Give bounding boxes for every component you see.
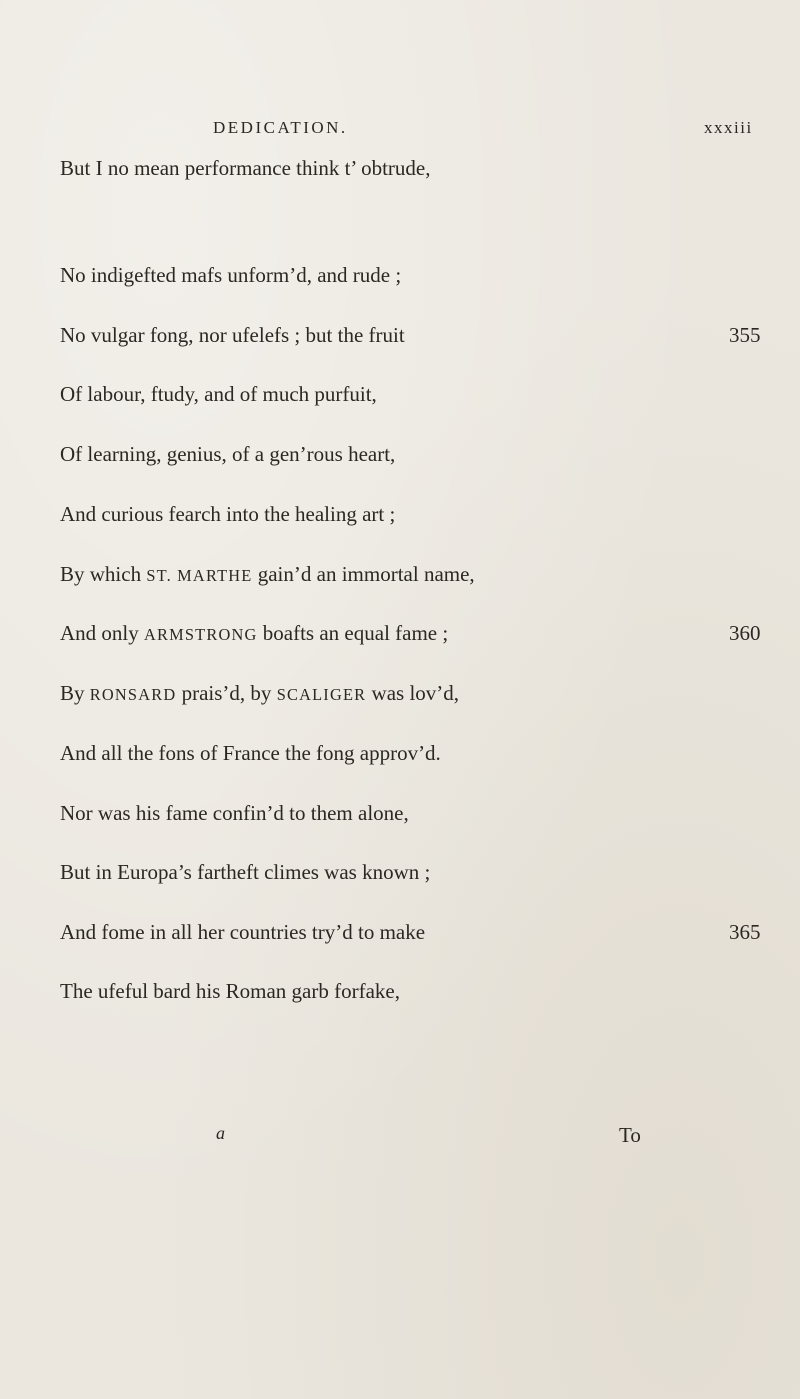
verse-text <box>60 678 459 710</box>
verse-text: But in Europa’s fartheft climes was known ; <box>60 860 431 884</box>
verse-line-8 <box>60 618 761 648</box>
verse-line-5 <box>60 439 700 469</box>
verse-line-6 <box>60 499 700 529</box>
verse-text-part: By <box>60 681 85 705</box>
verse-text-part: By which <box>60 562 142 586</box>
verse-text: Of labour, ftudy, and of much purfuit, <box>60 382 377 406</box>
proper-name-scaliger: SCALIGER <box>276 685 367 704</box>
verse-line-13 <box>60 917 761 947</box>
verse-text-part: prais’d, by <box>181 681 272 705</box>
verse-text-part: was lov’d, <box>371 681 460 705</box>
verse-text: And curious fearch into the healing art ; <box>60 502 396 526</box>
verse-line-1 <box>60 153 700 183</box>
verse-line-4 <box>60 379 700 409</box>
verse-line-2 <box>60 260 700 290</box>
proper-name-ronsard: RONSARD <box>89 685 177 704</box>
verse-text: No vulgar fong, nor ufelefs ; but the fruit <box>60 323 405 347</box>
verse-text: Nor was his fame confin’d to them alone, <box>60 801 409 825</box>
verse-text <box>60 559 475 591</box>
verse-line-7 <box>60 559 700 589</box>
verse-line-11 <box>60 798 700 828</box>
line-number: 365 <box>729 920 761 944</box>
verse-text <box>60 618 448 650</box>
verse-line-14 <box>60 976 700 1006</box>
verse-line-12 <box>60 857 700 887</box>
page-number: xxxiii <box>704 118 753 137</box>
verse-line-9 <box>60 678 700 708</box>
verse-text-part: And only <box>60 621 139 645</box>
running-title: DEDICATION. <box>213 118 348 137</box>
verse-text: And all the fons of France the fong approv’d. <box>60 741 441 765</box>
verse-text-part: gain’d an immortal name, <box>257 562 475 586</box>
proper-name-armstrong: ARMSTRONG <box>144 625 258 644</box>
verse-line-3 <box>60 320 761 350</box>
verse-text: The ufeful bard his Roman garb forfake, <box>60 979 400 1003</box>
proper-name-st-marthe: ST. MARTHE <box>146 566 253 585</box>
verse-text-part: boafts an equal fame ; <box>262 621 449 645</box>
line-number: 360 <box>729 621 761 645</box>
catchword: To <box>619 1123 641 1147</box>
line-number: 355 <box>729 323 761 347</box>
verse-text: Of learning, genius, of a gen’rous heart, <box>60 442 396 466</box>
verse-text: No indigefted mafs unform’d, and rude ; <box>60 263 402 287</box>
signature-mark: a <box>216 1123 225 1143</box>
page-footer <box>0 1123 800 1153</box>
verse-text: But I no mean performance think t’ obtrude, <box>60 156 431 180</box>
verse-text: And fome in all her countries try’d to make <box>60 920 426 944</box>
verse-line-10 <box>60 738 700 768</box>
